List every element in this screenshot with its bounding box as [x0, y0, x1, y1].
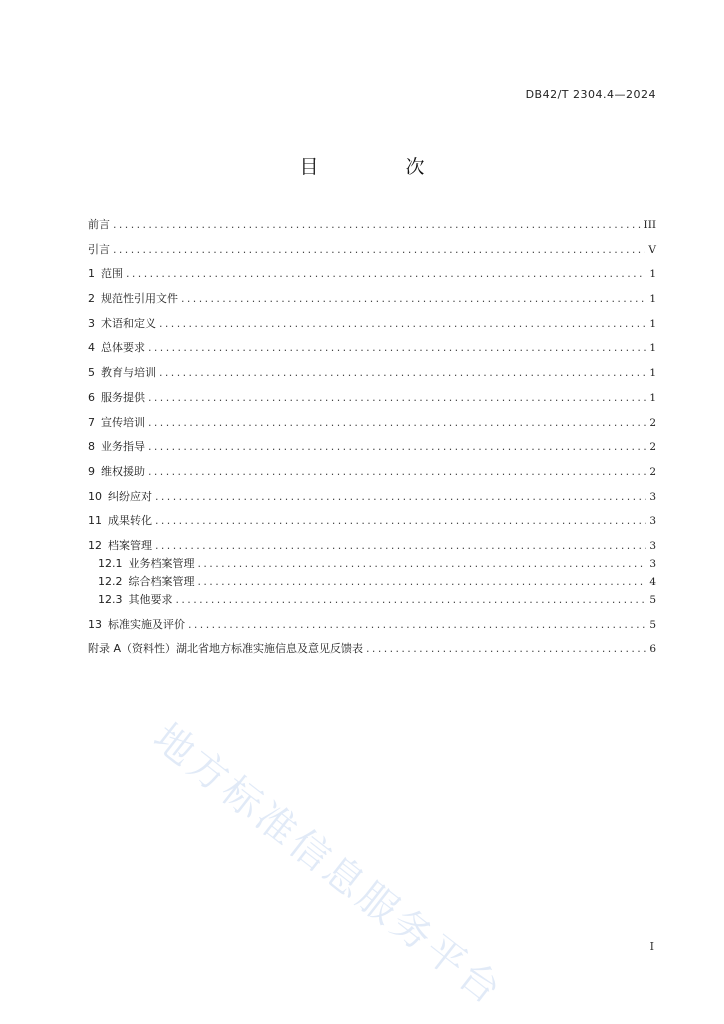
toc-entry-page: 1	[649, 342, 656, 355]
toc-leader-dots	[148, 339, 646, 357]
toc-entry-page: 5	[649, 618, 656, 631]
toc-leader-dots	[148, 463, 646, 481]
toc-entry[interactable]	[88, 555, 656, 573]
toc-entry-label: 业务指导	[101, 440, 145, 454]
toc-entry-number: 4	[88, 341, 95, 355]
document-code: DB42/T 2304.4—2024	[525, 88, 656, 101]
toc-entry-number: 7	[88, 415, 95, 429]
toc-entry-page: V	[648, 243, 656, 256]
toc-entry-number: 2	[88, 292, 95, 306]
toc-entry-page: 5	[649, 593, 656, 606]
toc-entry-label: 成果转化	[108, 514, 152, 528]
toc-entry-label: 宣传培训	[101, 415, 145, 429]
toc-entry-page: III	[643, 219, 656, 231]
toc-entry[interactable]	[88, 463, 656, 481]
toc-entry-page: 3	[649, 539, 656, 552]
toc-entry-label: 总体要求	[101, 341, 145, 355]
toc-entry-page: 3	[649, 515, 656, 528]
toc-entry-label: 引言	[88, 242, 110, 256]
toc-entry[interactable]	[88, 438, 656, 456]
toc-leader-dots	[148, 438, 646, 456]
toc-entry-label: 档案管理	[108, 538, 152, 552]
toc-leader-dots	[148, 414, 646, 432]
toc-entry[interactable]	[88, 290, 656, 308]
toc-leader-dots	[155, 537, 646, 555]
toc-entry[interactable]	[88, 414, 656, 432]
toc-entry[interactable]	[88, 591, 656, 609]
toc-entry-page: 3	[649, 490, 656, 503]
toc-entry-number: 13	[88, 617, 102, 631]
toc-entry-number: 12.3	[98, 592, 123, 606]
toc-entry[interactable]	[88, 339, 656, 357]
toc-leader-dots	[148, 389, 646, 407]
page-title: 目 次	[299, 156, 459, 178]
toc-entry-label: 其他要求	[128, 592, 173, 606]
toc-entry-page: 2	[649, 441, 656, 454]
watermark: 地方标准信息服务平台	[144, 715, 512, 1016]
toc-leader-dots	[181, 290, 646, 308]
toc-leader-dots	[176, 591, 647, 609]
toc-leader-dots	[198, 573, 647, 591]
toc-entry[interactable]	[88, 315, 656, 333]
toc-entry-label: 服务提供	[101, 390, 145, 404]
toc-entry-page: 4	[649, 575, 656, 588]
toc-entry-label: 维权援助	[101, 464, 145, 478]
toc-entry[interactable]	[88, 265, 656, 283]
toc-entry[interactable]	[88, 216, 656, 234]
toc-leader-dots	[198, 555, 647, 573]
table-of-contents	[88, 216, 656, 658]
toc-entry-label: 附录 A（资料性）湖北省地方标准实施信息及意见反馈表	[88, 642, 364, 656]
toc-entry-number: 3	[88, 316, 95, 330]
toc-entry[interactable]	[88, 488, 656, 506]
toc-entry-label: 综合档案管理	[128, 574, 195, 588]
toc-entry-label: 前言	[88, 218, 110, 231]
toc-entry-label: 业务档案管理	[128, 556, 195, 570]
toc-entry-page: 3	[649, 557, 656, 570]
toc-entry-number: 5	[88, 366, 95, 380]
toc-entry-label: 规范性引用文件	[101, 292, 178, 306]
toc-entry-number: 6	[88, 390, 95, 404]
toc-leader-dots	[159, 315, 646, 333]
toc-entry-page: 1	[649, 391, 656, 404]
toc-entry-number: 11	[88, 514, 102, 528]
toc-entry-label: 纠纷应对	[108, 489, 152, 503]
toc-entry-label: 教育与培训	[101, 366, 156, 380]
toc-entry-label: 标准实施及评价	[108, 617, 185, 631]
toc-leader-dots	[113, 216, 641, 234]
toc-leader-dots	[113, 241, 645, 259]
toc-entry-number: 12	[88, 538, 102, 552]
toc-entry-page: 1	[649, 367, 656, 380]
toc-entry-page: 1	[649, 293, 656, 306]
toc-leader-dots	[366, 640, 646, 658]
toc-leader-dots	[155, 512, 646, 530]
toc-entry-page: 2	[649, 416, 656, 429]
toc-entry[interactable]	[88, 537, 656, 555]
toc-entry-page: 6	[649, 643, 656, 656]
toc-entry-number: 9	[88, 464, 95, 478]
toc-entry[interactable]	[88, 364, 656, 382]
toc-leader-dots	[155, 488, 646, 506]
toc-entry[interactable]	[88, 389, 656, 407]
toc-entry-page: 1	[649, 268, 656, 281]
toc-entry[interactable]	[88, 640, 656, 658]
toc-entry-page: 2	[649, 465, 656, 478]
toc-entry[interactable]	[88, 616, 656, 634]
page-number: I	[649, 940, 654, 953]
toc-entry-number: 12.2	[98, 574, 123, 588]
toc-entry-number: 10	[88, 489, 102, 503]
toc-entry-number: 8	[88, 440, 95, 454]
toc-entry[interactable]	[88, 512, 656, 530]
toc-entry[interactable]	[88, 573, 656, 591]
toc-entry-number: 12.1	[98, 556, 123, 570]
toc-leader-dots	[188, 616, 646, 634]
toc-leader-dots	[126, 265, 646, 283]
toc-entry-number: 1	[88, 267, 95, 281]
toc-entry-label: 范围	[101, 267, 123, 281]
toc-entry[interactable]	[88, 241, 656, 259]
toc-leader-dots	[159, 364, 646, 382]
toc-entry-label: 术语和定义	[101, 316, 156, 330]
toc-entry-page: 1	[649, 317, 656, 330]
